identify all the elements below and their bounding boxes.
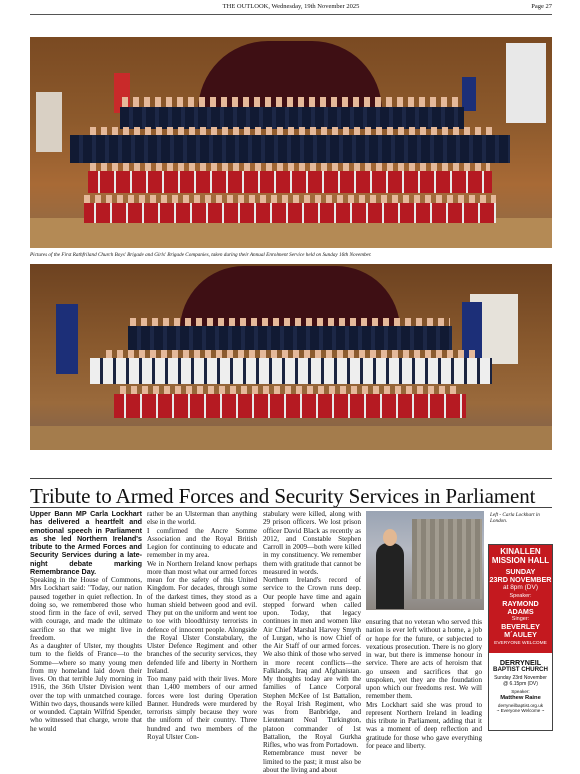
- church-welcome: ~ Everyone Welcome ~: [496, 708, 545, 714]
- article-paragraph: As a daughter of Ulster, my thoughts turn to the fields of France—to the Somme—where so many young men from my homeland laid down their lives. On that terrible July morning in 1916, the 36th Ulster Division went over the top with unmatched courage. Within two days, thousands were killed or wounded. Captain Wilfrid Spender, who witnessed that charge, wrote that he would: [30, 642, 143, 733]
- ad-welcome: EVERYONE WELCOME: [494, 640, 547, 646]
- mission-hall-advert: [489, 545, 552, 653]
- church-speaker-label: Speaker:: [511, 689, 530, 695]
- header-title: THE OUTLOOK, Wednesday, 19th November 2025: [222, 3, 360, 10]
- page-number: Page 27: [531, 3, 552, 10]
- page-header: [30, 0, 552, 15]
- article-paragraph: Speaking in the House of Commons, Mrs Lockhart said: "Today, our nation paused together in quiet reflection. In doing so, we remembered those who stood firm in the face of evil, served with courage, and made the ultimate sacrifice so that we might live in freedom.: [30, 576, 142, 642]
- ad-time: at 8pm (DV): [502, 583, 539, 591]
- article-column-2: [147, 510, 257, 741]
- ad-speaker-label: Speaker:: [509, 592, 532, 599]
- article-paragraph: We in Northern Ireland know perhaps more than most what our armed forces mean for the safety of this United Kingdom. For decades, through some of the darkest times, they stood as a human shield between good and evil. They put on the uniform and went toe to toe with bloodthirsty terrorists in defence of innocent people. Alongside the Royal Ulster Constabulary, the Ulster Defence Regiment and other branches of the security services, they defended life and liberty in Northern Ireland.: [147, 559, 257, 675]
- article-headline: Tribute to Armed Forces and Security Services in Parliament: [30, 484, 536, 508]
- church-date: Sunday 23rd November: [494, 675, 547, 682]
- article-paragraph: stabulary were killed, along with 29 prison officers. We lost prison officer David Black as recently as 2012, and Constable Stephen Carroll in 2009—both were killed in my constituency. We remember them with gratitude that cannot be measured in words.: [263, 510, 361, 576]
- article-paragraph: Remembrance must never be limited to the past; it must also be about the living and about: [263, 749, 361, 774]
- church-advert: [488, 544, 553, 731]
- ad-date: 23RD NOVEMBER: [489, 575, 552, 585]
- ad-title: KINALLEN: [500, 547, 541, 556]
- ad-speaker: ADAMS: [507, 606, 534, 616]
- divider: [30, 478, 552, 479]
- ad-title: MISSION HALL: [491, 555, 550, 565]
- brigade-photo-top: [30, 37, 552, 248]
- church-speaker: Matthew Raine: [500, 695, 541, 702]
- ad-speaker: RAYMOND: [502, 598, 539, 608]
- church-name: BAPTIST CHURCH: [493, 665, 548, 673]
- article-column-1: [30, 510, 142, 733]
- article-paragraph: rather be an Ulsterman than anything else in the world.: [147, 510, 257, 527]
- ad-singer-label: Singer:: [511, 616, 530, 623]
- baptist-church-advert: [489, 653, 552, 730]
- article-paragraph: I comfirmed the Ancre Somme Association and the Royal British Legion for continuing to educate and remember in my area.: [147, 526, 257, 560]
- brigade-photo-bottom: [30, 264, 552, 450]
- article-column-3: [263, 510, 361, 774]
- article-paragraph: Too many paid with their lives. More than 1,400 members of our armed forces were lost during Operation Banner. Hundreds were murdered by terrorists simply because they wore the uniform of their country. Three hundred and two members of the Royal Ulster Con-: [147, 675, 257, 741]
- article-paragraph: Northern Ireland's record of service to the Crown runs deep. Our people have time and again stepped forward when called upon. Today, that legacy continues in men and women like Air Chief Marshal Harvey Smyth of Lurgan, who is now Chief of the Air Staff of our armed forces. We also think of those who served in more recent conflicts—the Falklands, Iraq and Afghanistan. My thoughts today are with the families of Lance Corporal Stephen McKee of 1st Battalion, the Royal Irish Regiment, who was from Banbridge, and Lieutenant Neal Turkington, platoon commander of 1st Battalion, the Royal Gurkha Rifles, who was from Portadown.: [263, 576, 361, 749]
- ad-singer: M´AULEY: [504, 629, 537, 639]
- divider: [30, 507, 552, 508]
- mp-photo: [366, 511, 484, 610]
- photo-caption: Pictures of the First Rathfriland Church Boys' Brigade and Girls' Brigade Companies, taken during their Annual Enrolment Service held on Sunday 16th November.: [30, 252, 372, 258]
- article-paragraph: Mrs Lockhart said she was proud to represent Northern Ireland in leading this tribute in Parliament, adding that it was a moment of deep reflection and gratitude for those who gave everything for peace and liberty.: [366, 700, 482, 750]
- church-website: derryneilbaptist.org.uk: [497, 703, 544, 709]
- article-column-4: [366, 618, 482, 750]
- article-lead: Upper Bann MP Carla Lockhart has delivered a heartfelt and emotional speech in Parliament as she led Northern Ireland's tribute to the Armed Forces and Security Services during a late-night debate marking Remembrance Day.: [30, 509, 142, 576]
- ad-singer: BEVERLEY: [501, 622, 540, 632]
- church-name: DERRYNEIL: [499, 658, 542, 667]
- mp-photo-caption: Left - Carla Lockhart in London.: [490, 512, 540, 524]
- church-time: @ 6.15pm (DV): [503, 680, 538, 687]
- article-paragraph: ensuring that no veteran who served this nation is ever left without a home, a job or hope for the future, or subjected to vexatious prosecution. There is no glory in war, but there is immense honour in service. There are acts of heroism that go unseen and sacrifices that go unspoken, yet they are the foundation upon which our freedoms rest. We will remember them.: [366, 618, 482, 701]
- ad-day: SUNDAY: [505, 567, 536, 577]
